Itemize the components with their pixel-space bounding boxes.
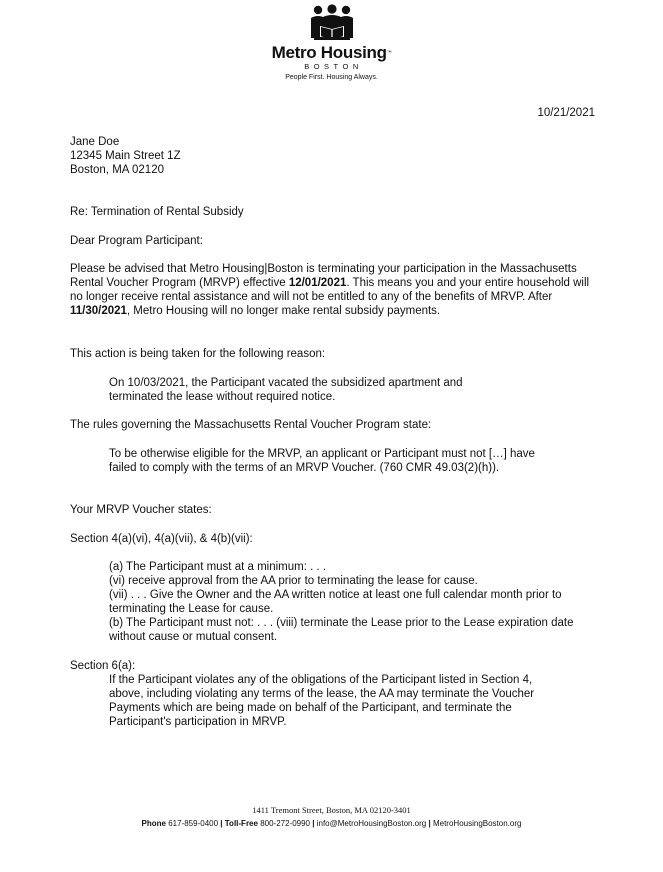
last-payment-date: 11/30/2021 (70, 305, 127, 317)
letter-date: 10/21/2021 (537, 107, 595, 119)
salutation: Dear Program Participant: (70, 235, 203, 247)
brand-tagline: People First. Housing Always. (285, 74, 378, 81)
footer-phone: 617-859-0400 (168, 819, 219, 828)
recipient-address (70, 135, 600, 177)
letterhead-logo (0, 4, 663, 83)
footer-address: 1411 Tremont Street, Boston, MA 02120-3401 (252, 805, 411, 815)
section4-line: (b) The Participant must not: . . . (viii) terminate the Lease prior to the Lease expiration date without cause or mutual consent. (109, 617, 574, 643)
subject-line: Re: Termination of Rental Subsidy (70, 206, 244, 218)
section4-line: (vi) receive approval from the AA prior to terminating the lease for cause. (109, 575, 478, 587)
section4-heading: Section 4(a)(vi), 4(a)(vii), & 4(b)(vii): (70, 533, 253, 545)
rules-intro: The rules governing the Massachusetts Rental Voucher Program state: (70, 419, 432, 431)
rule-quote: To be otherwise eligible for the MRVP, an applicant or Participant must not […] have failed to comply with the terms of an MRVP Voucher. (760 CMR 49.03(2)(h)). (109, 448, 535, 474)
intro-paragraph: Please be advised that Metro Housing|Boston is terminating your participation in the Massachusetts Rental Voucher Program (MRVP) effective 12/01/2021. This means you and your entire household will no longer receive rental assistance and will not be entitled to any of the benefits of MRVP. After 11/30/2021, Metro Housing will no longer make rental subsidy payments. (70, 263, 590, 317)
reason-intro: This action is being taken for the following reason: (70, 348, 326, 360)
footer-contact: Phone 617-859-0400 | Toll-Free 800-272-0990 | info@MetroHousingBoston.org | MetroHousingBoston.org (141, 819, 522, 828)
effective-date: 12/01/2021 (288, 277, 347, 289)
recipient-name: Jane Doe (70, 136, 120, 148)
section6-heading: Section 6(a): (70, 660, 136, 672)
voucher-intro: Your MRVP Voucher states: (70, 504, 212, 516)
footer-tollfree: 800-272-0990 (260, 819, 311, 828)
recipient-city: Boston, MA 02120 (70, 164, 164, 176)
letter-footer (0, 803, 663, 831)
brand-city: BOSTON (304, 62, 363, 71)
termination-reason: On 10/03/2021, the Participant vacated the subsidized apartment and terminated the lease without required notice. (109, 377, 463, 403)
footer-email[interactable]: info@MetroHousingBoston.org (316, 819, 427, 828)
brand-name: Metro Housing™ (271, 43, 392, 62)
section6-text: If the Participant violates any of the obligations of the Participant listed in Section 4, above, including violating any terms of the lease, the AA may terminate the Voucher Payments which are being made on behalf of the Participant, and terminate the Participant's participation in MRVP. (109, 674, 535, 728)
section4-line: (a) The Participant must at a minimum: . . . (109, 561, 327, 573)
recipient-street: 12345 Main Street 1Z (70, 150, 181, 162)
section4-line: (vii) . . . Give the Owner and the AA written notice at least one full calendar month prior to terminating the Lease for cause. (109, 589, 562, 615)
family-reading-icon (308, 4, 356, 42)
section4-text (109, 560, 599, 644)
footer-website[interactable]: MetroHousingBoston.org (432, 819, 522, 828)
